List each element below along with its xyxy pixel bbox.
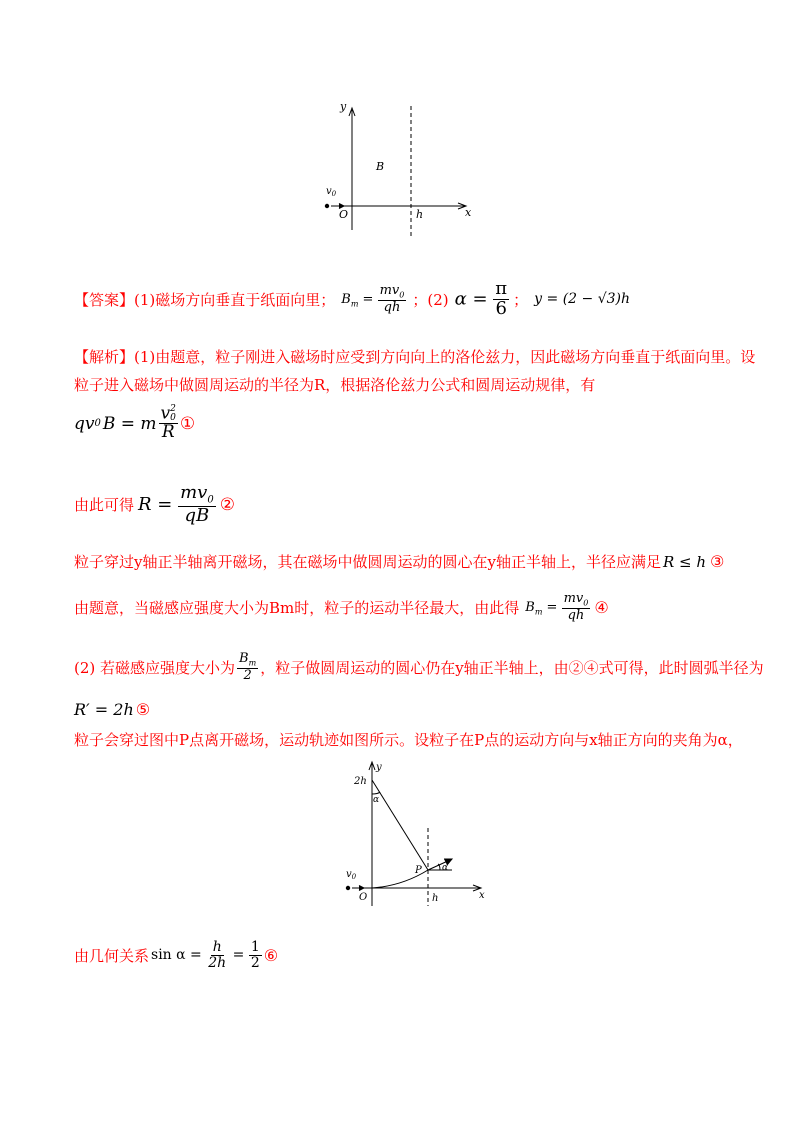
equation-3: R ≤ h [662,552,707,571]
answer-alpha-expr: α = $\frac{\pi}{6}$ [454,278,508,319]
equation-7-tag: ⑥ [263,945,279,965]
answer-line [74,280,630,319]
answer-bm-expr: $B_m$ = $\frac{mv_0}{qh}$ [341,283,405,316]
y-axis-label: y [376,762,382,773]
analysis-line-6-prefix: (2) 若磁感应强度大小为 [74,658,236,677]
analysis-line-7: 粒子会穿过图中P点离开磁场，运动轨迹如图所示。设粒子在P点的运动方向与x轴正方向的夹角为α， [74,731,743,749]
analysis-line-8-prefix: 由几何关系 [74,946,150,965]
analysis-line-8 [74,940,278,970]
particle-dot [325,204,329,208]
analysis-line-3-prefix: 由此可得 [74,496,135,515]
answer-tag: 【答案】 [74,290,135,309]
answer-sep1: ；(2) [412,290,449,309]
analysis-tag: 【解析】 [74,348,135,366]
analysis-line-1-text: (1)由题意，粒子刚进入磁场时应受到方向向上的洛伦兹力，因此磁场方向垂直于纸面向里。设 [134,348,756,366]
x-axis-label: x [465,206,472,219]
analysis-line-3 [74,484,235,526]
particle-dot [346,886,350,890]
analysis-line-5 [74,592,609,623]
two-h-label: 2h [354,776,367,787]
equation-2-tag: ② [219,494,235,515]
v0-label: $v_0$ [326,186,337,198]
equation-1: qv 0 B = m v 2 0 R ① [74,403,196,443]
p-label: P [415,865,422,876]
analysis-line-5-text: 由题意，当磁感应强度大小为Bm时，粒子的运动半径最大，由此得 [74,598,520,617]
answer-y-expr: y = (2 − √3)h [534,291,631,308]
equation-7: sin α = $\frac{h}{2h}$ = $\frac{1}{2}$ [151,939,260,971]
equation-6-tag: ⑤ [135,700,151,719]
equation-2: R = $\frac{mv_0}{qB}$ [138,482,214,527]
analysis-line-4-text: 粒子穿过y轴正半轴离开磁场，其在磁场中做圆周运动的圆心在y轴正半轴上，半径应满足 [74,553,661,571]
origin-label: O [339,208,349,221]
equation-6-line [74,700,150,719]
radius-line [372,780,428,870]
analysis-line-6 [74,652,764,683]
figure-1-diagram [310,98,490,238]
x-axis-label: x [479,890,485,901]
h-label: h [416,208,424,221]
field-label: B [376,160,385,173]
equation-3-tag: ③ [710,552,725,571]
figure-2-diagram [340,758,500,910]
alpha-top-arc [372,792,380,794]
alpha-top-label: α [373,795,380,805]
equation-4: $B_m$ = $\frac{mv_0}{qh}$ [525,591,589,623]
v0-label: $v_0$ [346,869,357,881]
origin-label: O [359,892,368,903]
analysis-line-2: 粒子进入磁场中做圆周运动的半径为R，根据洛伦兹力公式和圆周运动规律，有 [74,376,596,394]
analysis-line-1 [74,346,755,367]
equation-1-tag: ① [179,413,196,434]
equation-4-tag: ④ [594,597,609,617]
y-axis-label: y [340,100,347,113]
h-label: h [432,893,439,904]
equation-5: $\frac{B_m}{2}$ [239,651,257,683]
answer-part1: (1)磁场方向垂直于纸面向里； [134,290,336,309]
analysis-line-4 [74,551,724,572]
equation-6: R′ = 2h [74,700,134,719]
v0-arrowhead [359,886,364,891]
analysis-line-6-suffix: ，粒子做圆周运动的圆心仍在y轴正半轴上，由②④式可得，此时圆弧半径为 [260,658,764,677]
alpha-p-label: α [442,863,449,873]
answer-sep2: ； [513,290,529,309]
